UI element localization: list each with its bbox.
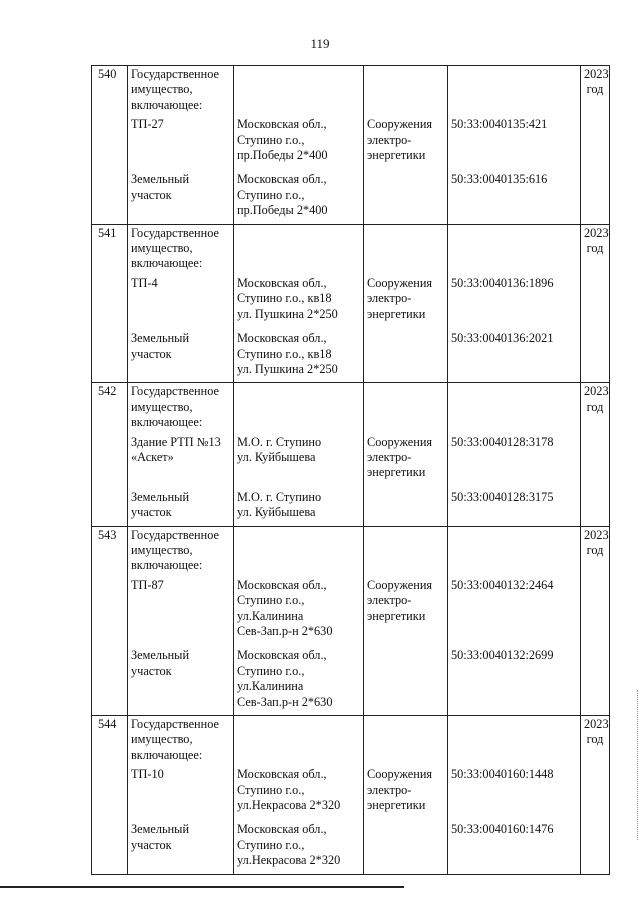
empty-cell bbox=[581, 574, 610, 640]
land-name: Земельный участок bbox=[128, 639, 234, 715]
table-row-land bbox=[92, 481, 610, 526]
table-row-header bbox=[92, 383, 610, 431]
year-cell: 2023 год bbox=[581, 224, 610, 272]
land-cadastral-number: 50:33:0040160:1476 bbox=[448, 813, 581, 874]
facility-purpose: Сооружения электро- энергетики bbox=[364, 272, 448, 322]
land-name: Земельный участок bbox=[128, 163, 234, 224]
facility-name: ТП-27 bbox=[128, 113, 234, 163]
empty-cell bbox=[92, 113, 128, 163]
empty-cell bbox=[92, 322, 128, 383]
row-number: 543 bbox=[92, 526, 128, 574]
group-title: Государственное имущество, включающее: bbox=[128, 716, 234, 764]
empty-cell bbox=[234, 716, 364, 764]
facility-address: М.О. г. Ступино ул. Куйбышева bbox=[234, 431, 364, 481]
empty-cell bbox=[581, 813, 610, 874]
empty-cell bbox=[581, 272, 610, 322]
facility-cadastral-number: 50:33:0040128:3178 bbox=[448, 431, 581, 481]
table-row-facility bbox=[92, 763, 610, 813]
empty-cell bbox=[364, 66, 448, 114]
facility-address: Московская обл., Ступино г.о., кв18 ул. Пушкина 2*250 bbox=[234, 272, 364, 322]
facility-cadastral-number: 50:33:0040160:1448 bbox=[448, 763, 581, 813]
empty-cell bbox=[92, 431, 128, 481]
land-name: Земельный участок bbox=[128, 322, 234, 383]
table-row-header bbox=[92, 716, 610, 764]
empty-cell bbox=[448, 224, 581, 272]
land-address: Московская обл., Ступино г.о., пр.Победы 2*400 bbox=[234, 163, 364, 224]
land-address: М.О. г. Ступино ул. Куйбышева bbox=[234, 481, 364, 526]
land-cadastral-number: 50:33:0040128:3175 bbox=[448, 481, 581, 526]
empty-cell bbox=[92, 272, 128, 322]
table-row-land bbox=[92, 813, 610, 874]
facility-name: ТП-10 bbox=[128, 763, 234, 813]
empty-cell bbox=[364, 813, 448, 874]
group-title: Государственное имущество, включающее: bbox=[128, 383, 234, 431]
table-row-header bbox=[92, 66, 610, 114]
empty-cell bbox=[364, 383, 448, 431]
empty-cell bbox=[364, 322, 448, 383]
scan-artifact-line bbox=[0, 886, 404, 888]
empty-cell bbox=[92, 763, 128, 813]
empty-cell bbox=[581, 763, 610, 813]
empty-cell bbox=[581, 639, 610, 715]
land-cadastral-number: 50:33:0040132:2699 bbox=[448, 639, 581, 715]
empty-cell bbox=[92, 639, 128, 715]
facility-purpose: Сооружения электро- энергетики bbox=[364, 431, 448, 481]
empty-cell bbox=[448, 526, 581, 574]
year-cell: 2023 год bbox=[581, 383, 610, 431]
land-address: Московская обл., Ступино г.о., ул.Некрасова 2*320 bbox=[234, 813, 364, 874]
year-cell: 2023 год bbox=[581, 66, 610, 114]
table-row-facility bbox=[92, 113, 610, 163]
table-row-land bbox=[92, 322, 610, 383]
facility-name: ТП-4 bbox=[128, 272, 234, 322]
table-row-land bbox=[92, 163, 610, 224]
empty-cell bbox=[234, 383, 364, 431]
group-title: Государственное имущество, включающее: bbox=[128, 66, 234, 114]
empty-cell bbox=[364, 716, 448, 764]
registry-body bbox=[92, 66, 610, 875]
empty-cell bbox=[364, 526, 448, 574]
empty-cell bbox=[581, 431, 610, 481]
empty-cell bbox=[364, 639, 448, 715]
empty-cell bbox=[234, 526, 364, 574]
facility-cadastral-number: 50:33:0040135:421 bbox=[448, 113, 581, 163]
facility-cadastral-number: 50:33:0040136:1896 bbox=[448, 272, 581, 322]
empty-cell bbox=[234, 224, 364, 272]
empty-cell bbox=[92, 481, 128, 526]
land-cadastral-number: 50:33:0040136:2021 bbox=[448, 322, 581, 383]
table-row-facility bbox=[92, 272, 610, 322]
empty-cell bbox=[581, 113, 610, 163]
empty-cell bbox=[581, 163, 610, 224]
group-title: Государственное имущество, включающее: bbox=[128, 526, 234, 574]
facility-purpose: Сооружения электро- энергетики bbox=[364, 113, 448, 163]
empty-cell bbox=[364, 163, 448, 224]
table-row-facility bbox=[92, 574, 610, 640]
page-number: 119 bbox=[310, 36, 330, 51]
facility-address: Московская обл., Ступино г.о., ул.Калинина Сев-Зап.р-н 2*630 bbox=[234, 574, 364, 640]
facility-name: ТП-87 bbox=[128, 574, 234, 640]
empty-cell bbox=[581, 322, 610, 383]
facility-purpose: Сооружения электро- энергетики bbox=[364, 574, 448, 640]
land-address: Московская обл., Ступино г.о., кв18 ул. Пушкина 2*250 bbox=[234, 322, 364, 383]
facility-purpose: Сооружения электро- энергетики bbox=[364, 763, 448, 813]
row-number: 542 bbox=[92, 383, 128, 431]
table-row-facility bbox=[92, 431, 610, 481]
empty-cell bbox=[92, 574, 128, 640]
table-row-header bbox=[92, 224, 610, 272]
empty-cell bbox=[92, 813, 128, 874]
year-cell: 2023 год bbox=[581, 716, 610, 764]
row-number: 544 bbox=[92, 716, 128, 764]
land-name: Земельный участок bbox=[128, 813, 234, 874]
property-registry-table bbox=[91, 65, 610, 875]
land-cadastral-number: 50:33:0040135:616 bbox=[448, 163, 581, 224]
table-row-land bbox=[92, 639, 610, 715]
facility-address: Московская обл., Ступино г.о., ул.Некрасова 2*320 bbox=[234, 763, 364, 813]
land-address: Московская обл., Ступино г.о., ул.Калинина Сев-Зап.р-н 2*630 bbox=[234, 639, 364, 715]
empty-cell bbox=[448, 383, 581, 431]
empty-cell bbox=[234, 66, 364, 114]
table-row-header bbox=[92, 526, 610, 574]
empty-cell bbox=[448, 716, 581, 764]
facility-address: Московская обл., Ступино г.о., пр.Победы 2*400 bbox=[234, 113, 364, 163]
land-name: Земельный участок bbox=[128, 481, 234, 526]
group-title: Государственное имущество, включающее: bbox=[128, 224, 234, 272]
facility-name: Здание РТП №13 «Аскет» bbox=[128, 431, 234, 481]
row-number: 541 bbox=[92, 224, 128, 272]
scan-artifact-edge bbox=[636, 690, 638, 840]
empty-cell bbox=[364, 224, 448, 272]
facility-cadastral-number: 50:33:0040132:2464 bbox=[448, 574, 581, 640]
empty-cell bbox=[581, 481, 610, 526]
year-cell: 2023 год bbox=[581, 526, 610, 574]
empty-cell bbox=[364, 481, 448, 526]
row-number: 540 bbox=[92, 66, 128, 114]
empty-cell bbox=[448, 66, 581, 114]
empty-cell bbox=[92, 163, 128, 224]
